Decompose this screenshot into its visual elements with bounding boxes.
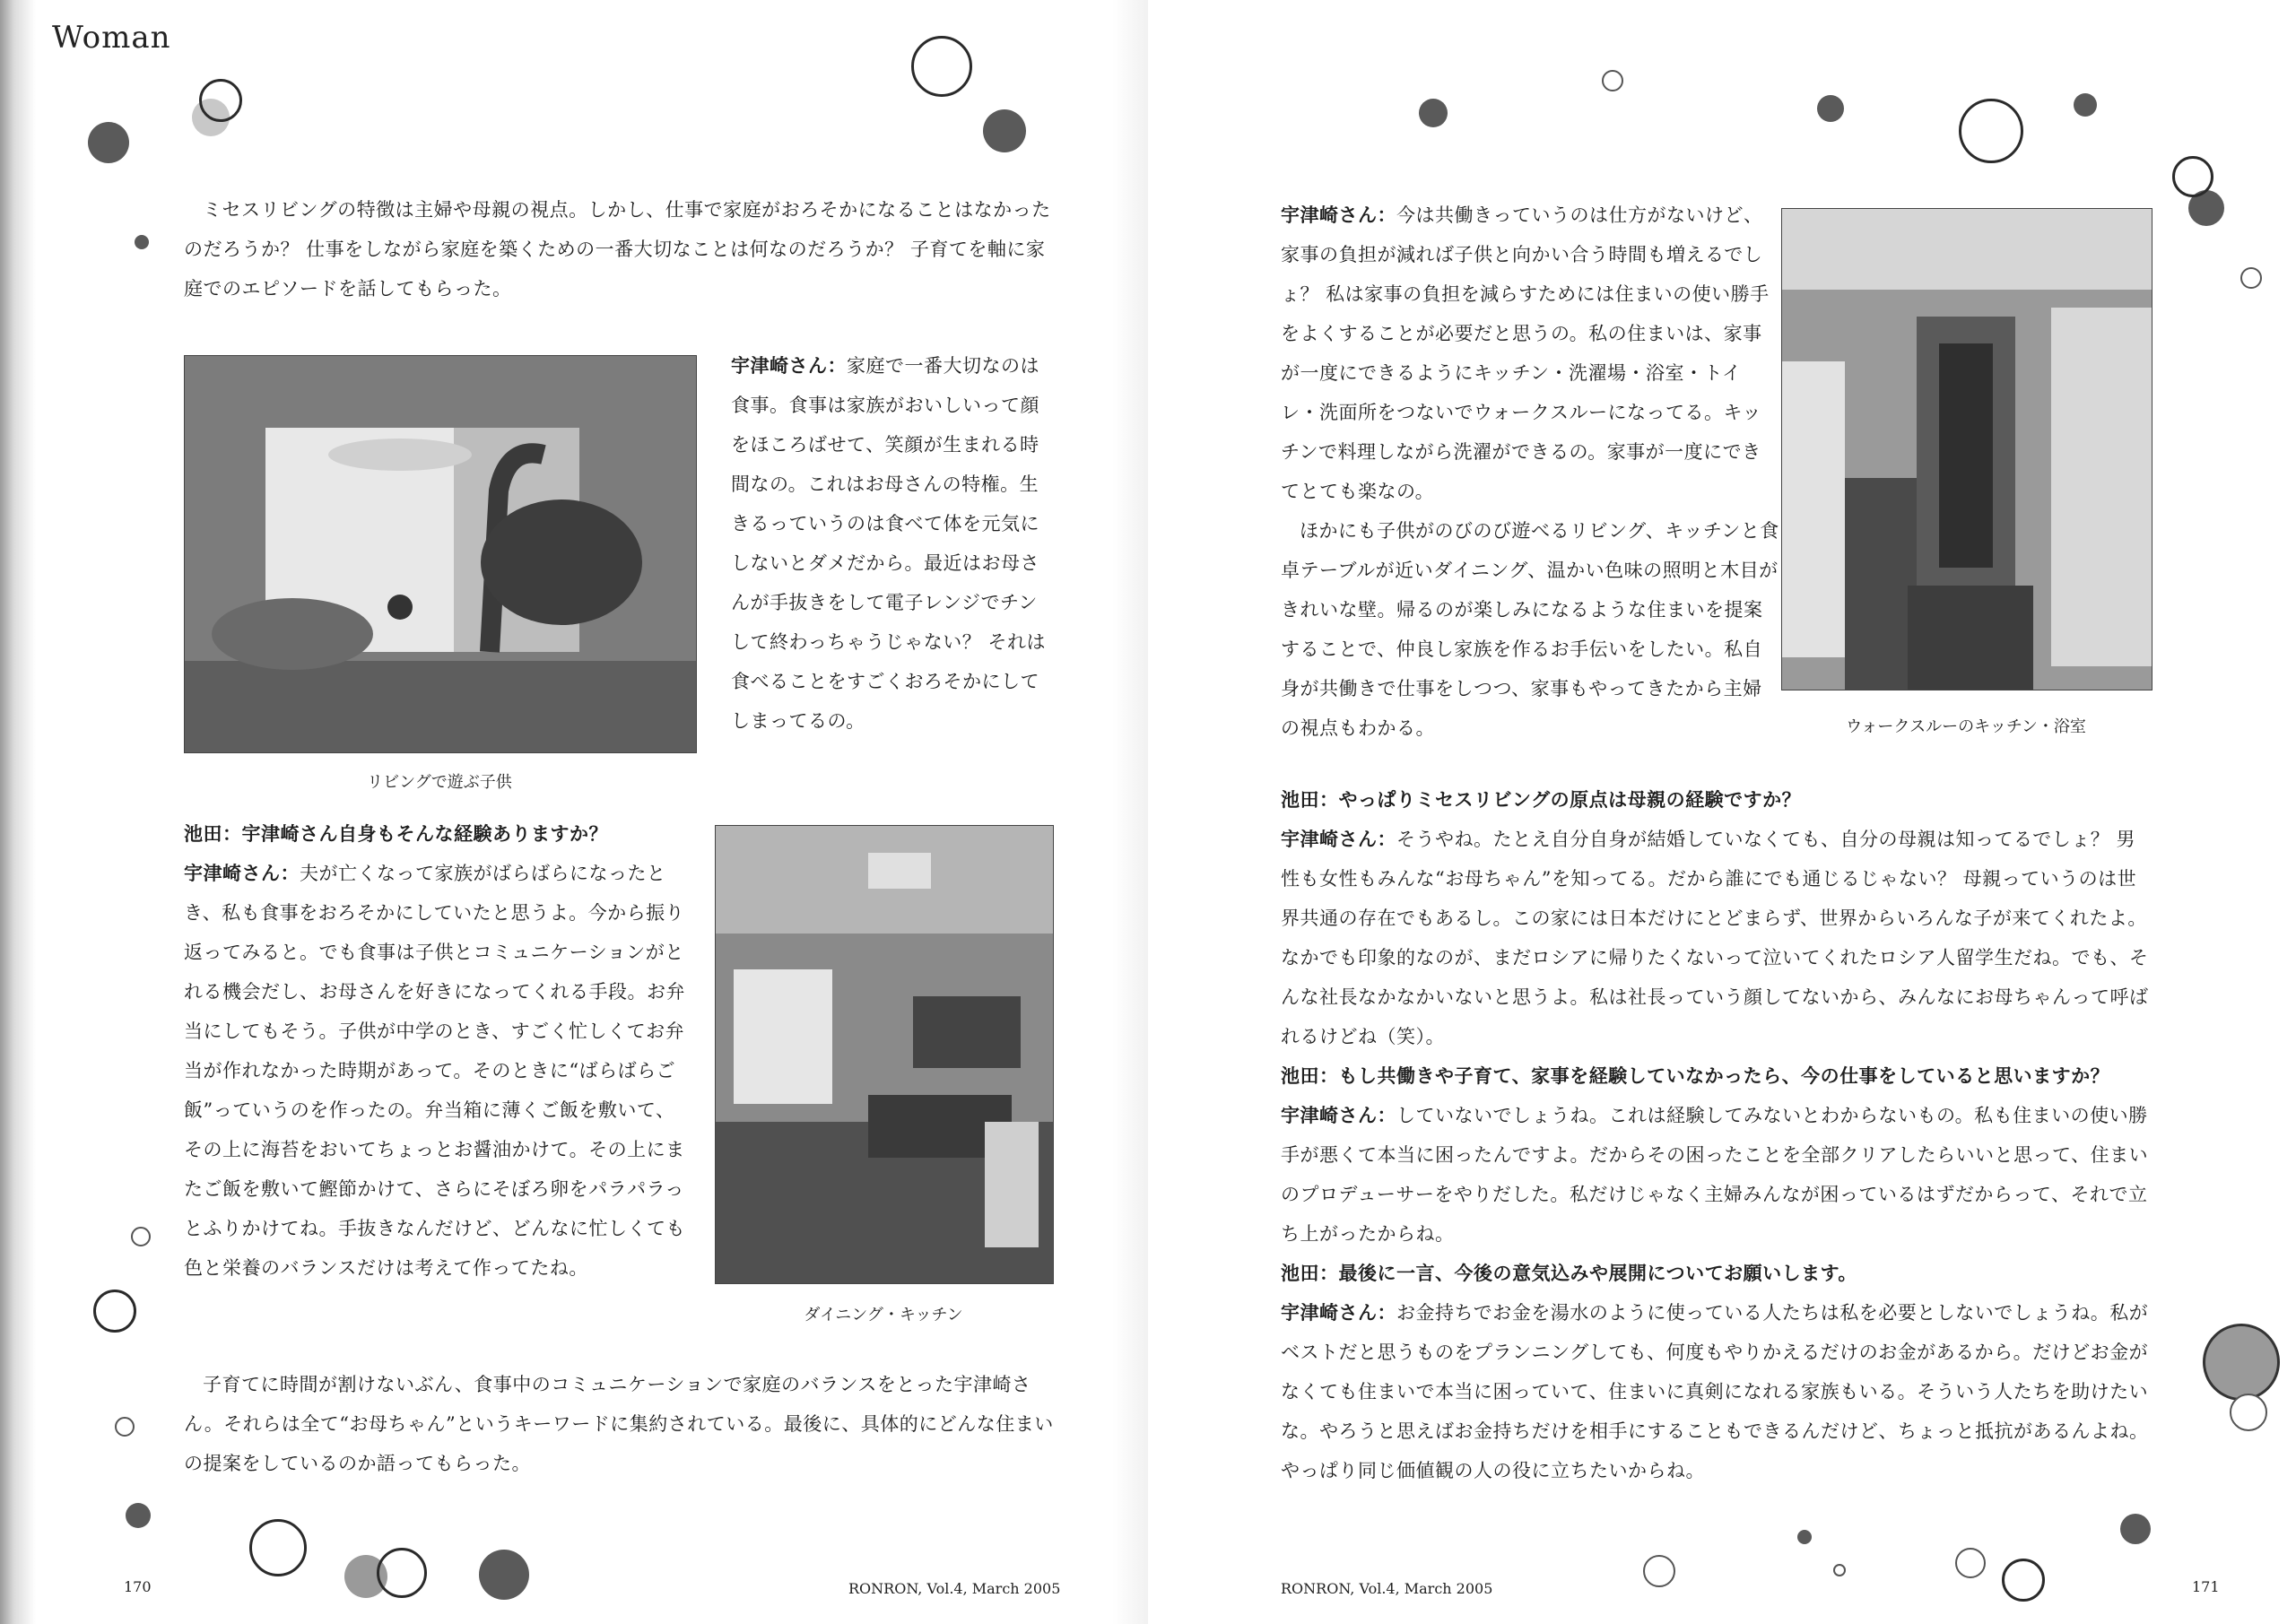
page-number: 171 — [2192, 1578, 2220, 1595]
interviewer-question-3: 池田：もし共働きや子育て、家事を経験していなかったら、今の仕事をしていると思いますか？ — [1281, 1065, 2110, 1087]
decor-circle — [2240, 267, 2262, 289]
decor-circle — [199, 79, 242, 122]
decor-circle — [126, 1503, 151, 1528]
page-footer: RONRON, Vol.4, March 2005 — [1281, 1580, 1493, 1597]
decor-circle — [1643, 1555, 1675, 1587]
decor-circle — [1419, 99, 1448, 127]
logo-text: Woman — [52, 20, 171, 56]
decor-circle — [131, 1227, 151, 1246]
decor-circle — [479, 1550, 529, 1600]
answer-block-1 — [731, 346, 1054, 741]
decor-circle — [2002, 1559, 2045, 1602]
answer-block-3 — [1281, 195, 1779, 748]
decor-circle — [1955, 1548, 1986, 1578]
photo1-caption: リビングで遊ぶ子供 — [367, 773, 512, 792]
speaker-label: 宇津崎さん： — [1281, 829, 1396, 850]
decor-circle — [93, 1290, 136, 1333]
answer-text: お金持ちでお金を湯水のように使っている人たちは私を必要としないでしょうね。私がベストだと思うものをプランニングしても、何度もやりかえるだけのお金があるから。だけどお金がなくても住まいで本当に困っていて、住まいに真剣になれる家族もいる。そういう人たちを助けたいな。やろうと思えばお金持ちだけを相手にすることもできるんだけど、ちょっと抵抗があるんよね。やっぱり同じ価値観の人の役に立ちたいからね。 — [1281, 1302, 2149, 1481]
outro-paragraph: 子育てに時間が割けないぶん、食事中のコミュニケーションで家庭のバランスをとった宇津崎さん。それらは全て“お母ちゃん”というキーワードに集約されている。最後に、具体的にどんな住まいの提案をしているのか語ってもらった。 — [184, 1374, 1054, 1474]
photo-living-room — [184, 355, 697, 753]
speaker-label: 宇津崎さん： — [731, 355, 847, 377]
decor-circle — [249, 1519, 307, 1576]
speaker-label: 宇津崎さん： — [184, 863, 300, 884]
decor-circle — [2172, 156, 2213, 197]
spine-shadow — [0, 0, 36, 1624]
decor-circle — [2203, 1324, 2280, 1401]
decor-circle — [1797, 1530, 1812, 1544]
interviewer-question-1: 池田：宇津崎さん自身もそんな経験ありますか？ — [184, 823, 608, 845]
page-footer: RONRON, Vol.4, March 2005 — [848, 1580, 1061, 1597]
photo-walkthrough-kitchen — [1781, 208, 2152, 690]
decor-circle — [1817, 95, 1844, 122]
speaker-label: 宇津崎さん： — [1281, 1105, 1396, 1126]
decor-circle — [88, 122, 129, 163]
speaker-label: 宇津崎さん： — [1281, 204, 1396, 226]
living-room-image — [185, 356, 696, 752]
answer-text: 今は共働きっていうのは仕方がないけど、家事の負担が減れば子供と向かい合う時間も増えるでしょ？ 私は家事の負担を減らすためには住まいの使い勝手をよくすることが必要だと思うの。私の住まいは、家事が一度にできるようにキッチン・洗濯場・浴室・トイレ・洗面所をつないでウォークスルーになってる。キッチンで料理しながら洗濯ができるの。家事が一度にできてとても楽なの。 — [1281, 204, 1770, 502]
magazine-section-logo — [52, 20, 171, 56]
photo2-caption: ダイニング・キッチン — [804, 1306, 963, 1324]
answer-text: そうやね。たとえ自分自身が結婚していなくても、自分の母親は知ってるでしょ？ 男性も女性もみんな“お母ちゃん”を知ってる。だから誰にでも通じるじゃない？ 母親っていうのは世界共通の存在でもあるし。この家には日本だけにとどまらず、世界からいろんな子が来てくれたよ。なかでも印象的なのが、まだロシアに帰りたくないって泣いてくれたロシア人留学生だね。でも、そんな社長なかなかいないと思うよ。私は社長っていう顔してないから、みんなにお母ちゃんって呼ばれるけどね（笑）。 — [1281, 829, 2149, 1047]
decor-circle — [2074, 93, 2097, 117]
interviewer-question-4: 池田：最後に一言、今後の意気込みや展開についてお願いします。 — [1281, 1263, 1857, 1284]
decor-circle — [1833, 1564, 1846, 1576]
decor-circle — [135, 235, 149, 249]
answer-text-continued: ほかにも子供がのびのび遊べるリビング、キッチンと食卓テーブルが近いダイニング、温かい色味の照明と木目がきれいな壁。帰るのが楽しみになるような住まいを提案することで、仲良し家族を作るお手伝いをしたい。私自身が共働きで仕事をしつつ、家事もやってきたから主婦の視点もわかる。 — [1281, 520, 1779, 739]
answer-text: 夫が亡くなって家族がばらばらになったとき、私も食事をおろそかにしていたと思うよ。今から振り返ってみると。でも食事は子供とコミュニケーションがとれる機会だし、お母さんを好きになってくれる手段。お弁当にしてもそう。子供が中学のとき、すごく忙しくてお弁当が作れなかった時期があって。そのときに“ばらばらご飯”っていうのを作ったの。弁当箱に薄くご飯を敷いて、その上に海苔をおいてちょっとお醤油かけて。その上にまたご飯を敷いて鰹節かけて、さらにそぼろ卵をパラパラっとふりかけてね。手抜きなんだけど、どんなに忙しくても色と栄養のバランスだけは考えて作ってたね。 — [184, 863, 685, 1279]
intro-paragraph: ミセスリビングの特徴は主婦や母親の視点。しかし、仕事で家庭がおろそかになることはなかったのだろうか？ 仕事をしながら家庭を築くための一番大切なことは何なのだろうか？ 子育てを軸に家庭でのエピソードを話してもらった。 — [184, 199, 1051, 300]
photo-dining-kitchen — [715, 825, 1054, 1284]
page-number: 170 — [124, 1578, 152, 1595]
answer-block-2 — [184, 854, 686, 1288]
qa-section — [1281, 780, 2151, 1490]
speaker-label: 宇津崎さん： — [1281, 1302, 1396, 1324]
decor-circle — [2230, 1394, 2267, 1431]
decor-circle — [983, 109, 1026, 152]
right-page — [1148, 0, 2296, 1624]
answer-text: 家庭で一番大切なのは食事。食事は家族がおいしいって顔をほころばせて、笑顔が生まれる時間なの。これはお母さんの特権。生きるっていうのは食べて体を元気にしないとダメだから。最近はお母さんが手抜きをして電子レンジでチンして終わっちゃうじゃない？ それは食べることをすごくおろそかにしてしまってるの。 — [731, 355, 1046, 732]
decor-circle — [2120, 1514, 2151, 1544]
decor-circle — [377, 1548, 427, 1598]
dining-kitchen-image — [716, 826, 1053, 1283]
walkthrough-kitchen-image — [1782, 209, 2152, 690]
decor-circle — [1959, 99, 2023, 163]
photo3-caption: ウォークスルーのキッチン・浴室 — [1846, 717, 2086, 736]
decor-circle — [911, 36, 972, 97]
decor-circle — [1602, 70, 1623, 91]
decor-circle — [115, 1417, 135, 1437]
answer-text: していないでしょうね。これは経験してみないとわからないもの。私も住まいの使い勝手が悪くて本当に困ったんですよ。だからその困ったことを全部クリアしたらいいと思って、住まいのプロデューサーをやりだした。私だけじゃなく主婦みんなが困っているはずだからって、それで立ち上がったからね。 — [1281, 1105, 2149, 1245]
interviewer-question-2: 池田：やっぱりミセスリビングの原点は母親の経験ですか？ — [1281, 789, 1802, 811]
